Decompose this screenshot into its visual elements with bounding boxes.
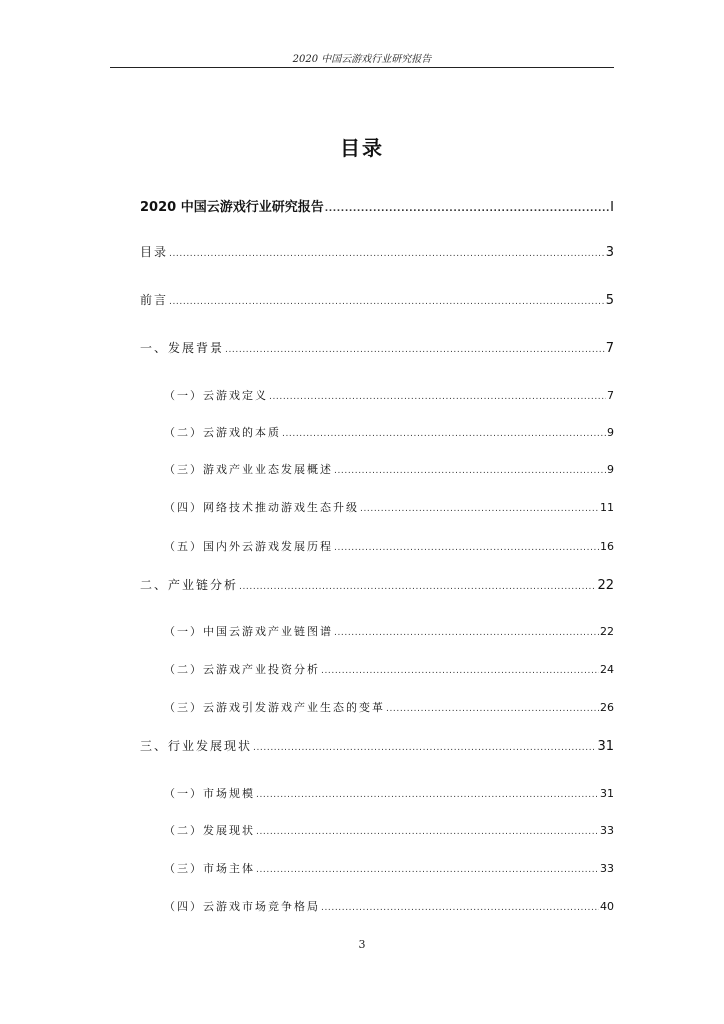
toc-entry-label: （二）发展现状	[164, 824, 255, 837]
header-divider	[110, 67, 614, 68]
toc-leader-dots	[386, 704, 599, 714]
toc-entry-page: 22	[597, 578, 614, 593]
toc-entry-section-3-1[interactable]	[164, 785, 614, 801]
toc-leader-dots	[334, 543, 599, 553]
toc-entry-page: 7	[605, 341, 614, 356]
toc-entry-label: （四）网络技术推动游戏生态升级	[164, 501, 359, 514]
toc-entry-label: 三、行业发展现状	[140, 739, 253, 753]
toc-entry-label: （一）中国云游戏产业链图谱	[164, 625, 333, 638]
toc-leader-dots	[225, 345, 605, 355]
toc-entry-section-1-5[interactable]	[164, 538, 614, 554]
toc-entry-page: 11	[600, 501, 614, 514]
toc-entry-section-1-3[interactable]	[164, 461, 614, 477]
toc-entry-page: 9	[607, 426, 614, 439]
toc-leader-dots	[282, 429, 606, 439]
toc-entry-label: 二、产业链分析	[140, 578, 239, 592]
toc-leader-dots	[321, 666, 599, 676]
page-number: 3	[358, 938, 366, 951]
toc-leader-dots	[256, 827, 599, 837]
toc-entry-section-2-1[interactable]	[164, 623, 614, 639]
toc-entry-contents[interactable]	[140, 243, 614, 260]
toc-entry-section-1[interactable]	[140, 339, 614, 356]
toc-entry-label: （二）云游戏的本质	[164, 426, 281, 439]
toc-entry-page: 5	[605, 293, 614, 308]
toc-entry-preface[interactable]	[140, 291, 614, 308]
toc-entry-page: 7	[607, 389, 614, 402]
toc-entry-label: （三）市场主体	[164, 862, 255, 875]
toc-leader-dots	[239, 582, 596, 592]
toc-entry-label: （三）游戏产业业态发展概述	[164, 463, 333, 476]
toc-entry-section-3[interactable]	[140, 737, 614, 754]
toc-entry-report-title[interactable]	[140, 196, 614, 215]
toc-entry-label: （五）国内外云游戏发展历程	[164, 540, 333, 553]
toc-entry-section-2-3[interactable]	[164, 699, 614, 715]
toc-entry-label: （四）云游戏市场竞争格局	[164, 900, 320, 913]
toc-leader-dots	[256, 865, 599, 875]
toc-entry-page: 26	[600, 701, 614, 714]
toc-entry-page: 24	[600, 663, 614, 676]
toc-leader-dots	[321, 903, 599, 913]
toc-leader-dots	[169, 249, 605, 259]
toc-entry-section-1-1[interactable]	[164, 387, 614, 403]
toc-entry-page: 31	[597, 739, 614, 754]
toc-entry-page: 31	[600, 787, 614, 800]
toc-entry-page: 33	[600, 824, 614, 837]
toc-entry-label: 2020 中国云游戏行业研究报告	[140, 200, 324, 215]
toc-entry-page: 33	[600, 862, 614, 875]
toc-entry-label: （一）云游戏定义	[164, 389, 268, 402]
page-title: 目录	[340, 136, 384, 160]
toc-entry-label: （一）市场规模	[164, 787, 255, 800]
toc-entry-page: I	[610, 200, 614, 215]
toc-entry-label: 前言	[140, 293, 169, 307]
running-header: 2020 中国云游戏行业研究报告	[292, 54, 432, 65]
toc-entry-label: （二）云游戏产业投资分析	[164, 663, 320, 676]
toc-entry-section-2[interactable]	[140, 576, 614, 593]
toc-entry-page: 40	[600, 900, 614, 913]
toc-entry-section-1-2[interactable]	[164, 424, 614, 440]
toc-leader-dots	[169, 297, 605, 307]
toc-entry-label: （三）云游戏引发游戏产业生态的变革	[164, 701, 385, 714]
toc-leader-dots	[253, 743, 596, 753]
toc-leader-dots	[256, 790, 599, 800]
toc-entry-label: 一、发展背景	[140, 341, 225, 355]
toc-entry-page: 3	[605, 245, 614, 260]
toc-leader-dots	[325, 204, 609, 214]
toc-entry-page: 16	[600, 540, 614, 553]
toc-entry-section-1-4[interactable]	[164, 499, 614, 515]
toc-leader-dots	[360, 504, 599, 514]
toc-leader-dots	[269, 392, 606, 402]
toc-leader-dots	[334, 628, 599, 638]
toc-entry-section-3-4[interactable]	[164, 898, 614, 914]
toc-entry-section-2-2[interactable]	[164, 661, 614, 677]
toc-entry-label: 目录	[140, 245, 169, 259]
toc-entry-section-3-2[interactable]	[164, 822, 614, 838]
toc-leader-dots	[334, 466, 606, 476]
toc-entry-section-3-3[interactable]	[164, 860, 614, 876]
toc-entry-page: 22	[600, 625, 614, 638]
toc-entry-page: 9	[607, 463, 614, 476]
